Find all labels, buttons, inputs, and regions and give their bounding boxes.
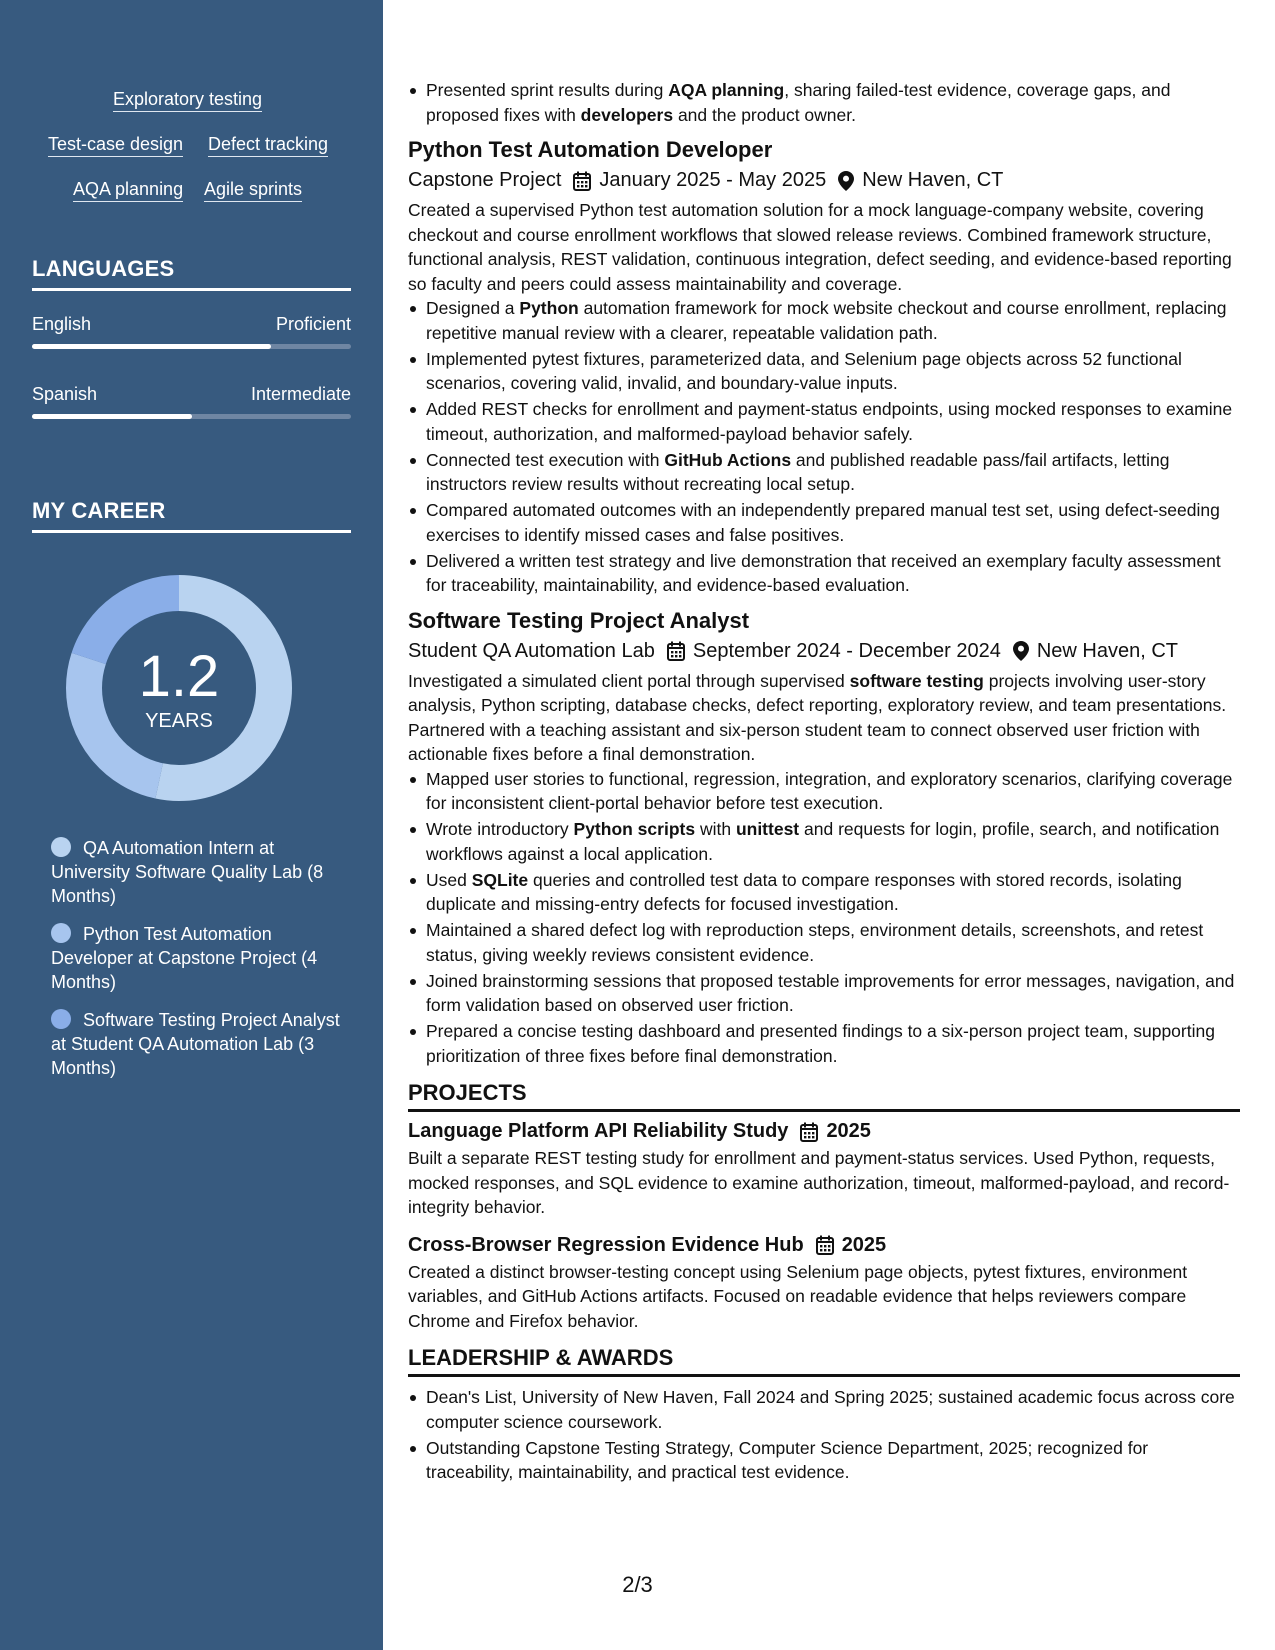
- location-pin-icon: [838, 171, 854, 191]
- project-year: 2025: [826, 1120, 871, 1142]
- job-bullets: [408, 296, 1240, 598]
- bullet-item: Prepared a concise testing dashboard and presented findings to a six-person project team, supporting prioritization of three fixes before final demonstration.: [408, 1019, 1240, 1068]
- career-item-text: QA Automation Intern at University Software Quality Lab (8 Months): [51, 838, 324, 906]
- bullet-item: Joined brainstorming sessions that proposed testable improvements for error messages, navigation, and form validation based on observed user friction.: [408, 969, 1240, 1018]
- projects-heading: PROJECTS: [408, 1080, 1240, 1112]
- skill-tag: Defect tracking: [208, 134, 328, 157]
- bullet-item: Designed a Python automation framework for mock website checkout and course enrollment, replacing repetitive manual review with a clearer, repeatable validation path.: [408, 296, 1240, 345]
- bullet-item: Added REST checks for enrollment and payment-status endpoints, using mocked responses to examine timeout, authorization, and malformed-payload behavior safely.: [408, 397, 1240, 446]
- language-row: [32, 314, 351, 335]
- project-description: Built a separate REST testing study for enrollment and payment-status services. Used Python, requests, mocked responses, and SQL evidence to examine authorization, timeout, malformed-payload, and record-integrity behavior.: [408, 1148, 1230, 1217]
- job-meta: [408, 169, 1240, 192]
- bullet-item: Wrote introductory Python scripts with unittest and requests for login, profile, search, and notification workflows against a local application.: [408, 817, 1240, 866]
- page-number: 2/3: [622, 1572, 653, 1597]
- career-dot-icon: [51, 837, 71, 857]
- career-item-text: Python Test Automation Developer at Capstone Project (4 Months): [51, 924, 318, 992]
- job-bullets: [408, 767, 1240, 1069]
- bullet-item: Delivered a written test strategy and live demonstration that received an exemplary faculty assessment for traceability, maintainability, and evidence-based evaluation.: [408, 549, 1240, 598]
- bullet-item: Outstanding Capstone Testing Strategy, Computer Science Department, 2025; recognized for traceability, maintainability, and practical test evidence.: [408, 1436, 1240, 1485]
- career-years-label: YEARS: [145, 710, 213, 732]
- project-description: Created a distinct browser-testing concept using Selenium page objects, pytest fixtures, environment variables, and GitHub Actions artifacts. Focused on readable evidence that helps reviewers compare Chrome and Firefox behavior.: [408, 1261, 1188, 1331]
- job-summary: Investigated a simulated client portal through supervised software testing projects involving user-story analysis, Python scripting, database checks, defect reporting, exploratory review, and team presentations. Partnered with a teaching assistant and six-person student team to connect observed user friction with actionable fixes before a final demonstration.: [408, 670, 1227, 764]
- job-dates: September 2024 - December 2024: [692, 639, 1001, 662]
- language-level: Intermediate: [250, 384, 351, 404]
- language-level-fill: [32, 344, 271, 349]
- language-name: Spanish: [32, 384, 98, 404]
- sidebar: [0, 0, 383, 1650]
- career-item: [51, 836, 341, 908]
- job-location: New Haven, CT: [1036, 639, 1178, 662]
- bullet-item: Presented sprint results during AQA planning, sharing failed-test evidence, coverage gaps, and proposed fixes with developers and the product owner.: [408, 78, 1240, 127]
- bullet-item: Maintained a shared defect log with reproduction steps, environment details, screenshots, and retest status, giving weekly reviews consistent evidence.: [408, 918, 1240, 967]
- job-meta: [408, 640, 1240, 663]
- language-level-bar: [32, 344, 351, 349]
- intro-bullets: [408, 78, 1240, 127]
- bullet-item: Mapped user stories to functional, regression, integration, and exploratory scenarios, clarifying coverage for inconsistent client-portal behavior before test execution.: [408, 767, 1240, 816]
- bullet-item: Connected test execution with GitHub Actions and published readable pass/fail artifacts, letting instructors review results without recreating local setup.: [408, 448, 1240, 497]
- job-summary: Created a supervised Python test automation solution for a mock language-company website, covering checkout and course enrollment workflows that slowed release reviews. Combined framework structure, functional analysis, REST validation, continuous integration, defect seeding, and evidence-based reporting so faculty and peers could assess maintainability and coverage.: [408, 200, 1232, 294]
- location-pin-icon: [1013, 641, 1029, 661]
- language-name: English: [32, 314, 92, 334]
- language-level: Proficient: [275, 314, 351, 334]
- career-years-value: 1.2: [138, 644, 220, 709]
- skill-tag: AQA planning: [73, 179, 183, 202]
- bullet-item: Dean's List, University of New Haven, Fall 2024 and Spring 2025; sustained academic focus across core computer science coursework.: [408, 1385, 1240, 1434]
- calendar-icon: [573, 171, 591, 191]
- bullet-item: Implemented pytest fixtures, parameterized data, and Selenium page objects across 52 functional scenarios, covering valid, invalid, and boundary-value inputs.: [408, 347, 1240, 396]
- career-dot-icon: [51, 1009, 71, 1029]
- career-dot-icon: [51, 923, 71, 943]
- language-level-fill: [32, 414, 192, 419]
- job-dates: January 2025 - May 2025: [599, 169, 827, 191]
- job-organization: Capstone Project: [408, 169, 562, 191]
- leadership-bullets: [408, 1385, 1240, 1485]
- career-item: [51, 922, 341, 994]
- leadership-heading: LEADERSHIP & AWARDS: [408, 1345, 1240, 1377]
- skill-tag: Agile sprints: [204, 179, 302, 202]
- project-title: Cross-Browser Regression Evidence Hub 2025: [408, 1233, 887, 1256]
- project-title: Language Platform API Reliability Study 2025: [408, 1120, 871, 1142]
- career-heading: MY CAREER: [32, 498, 351, 533]
- language-level-bar: [32, 414, 351, 419]
- career-item: [51, 1008, 341, 1080]
- skill-tag: Exploratory testing: [113, 89, 262, 112]
- job-location: New Haven, CT: [862, 169, 1004, 191]
- job-organization: Student QA Automation Lab: [408, 639, 655, 662]
- bullet-item: Used SQLite queries and controlled test data to compare responses with stored records, isolating duplicate and missing-entry defects for focused investigation.: [408, 868, 1240, 917]
- calendar-icon: [667, 641, 685, 661]
- language-row: [32, 384, 351, 405]
- calendar-icon: [816, 1235, 834, 1255]
- career-item-text: Software Testing Project Analyst at Student QA Automation Lab (3 Months): [51, 1010, 340, 1078]
- job-title: Software Testing Project Analyst: [408, 607, 750, 633]
- skill-tag: Test-case design: [48, 134, 183, 157]
- bullet-item: Compared automated outcomes with an independently prepared manual test set, using defect-seeding exercises to identify missed cases and false positives.: [408, 498, 1240, 547]
- calendar-icon: [800, 1122, 818, 1142]
- main-content: [408, 78, 1240, 1486]
- languages-heading: LANGUAGES: [32, 256, 351, 291]
- job-title: Python Test Automation Developer: [408, 137, 773, 162]
- project-year: 2025: [841, 1233, 887, 1256]
